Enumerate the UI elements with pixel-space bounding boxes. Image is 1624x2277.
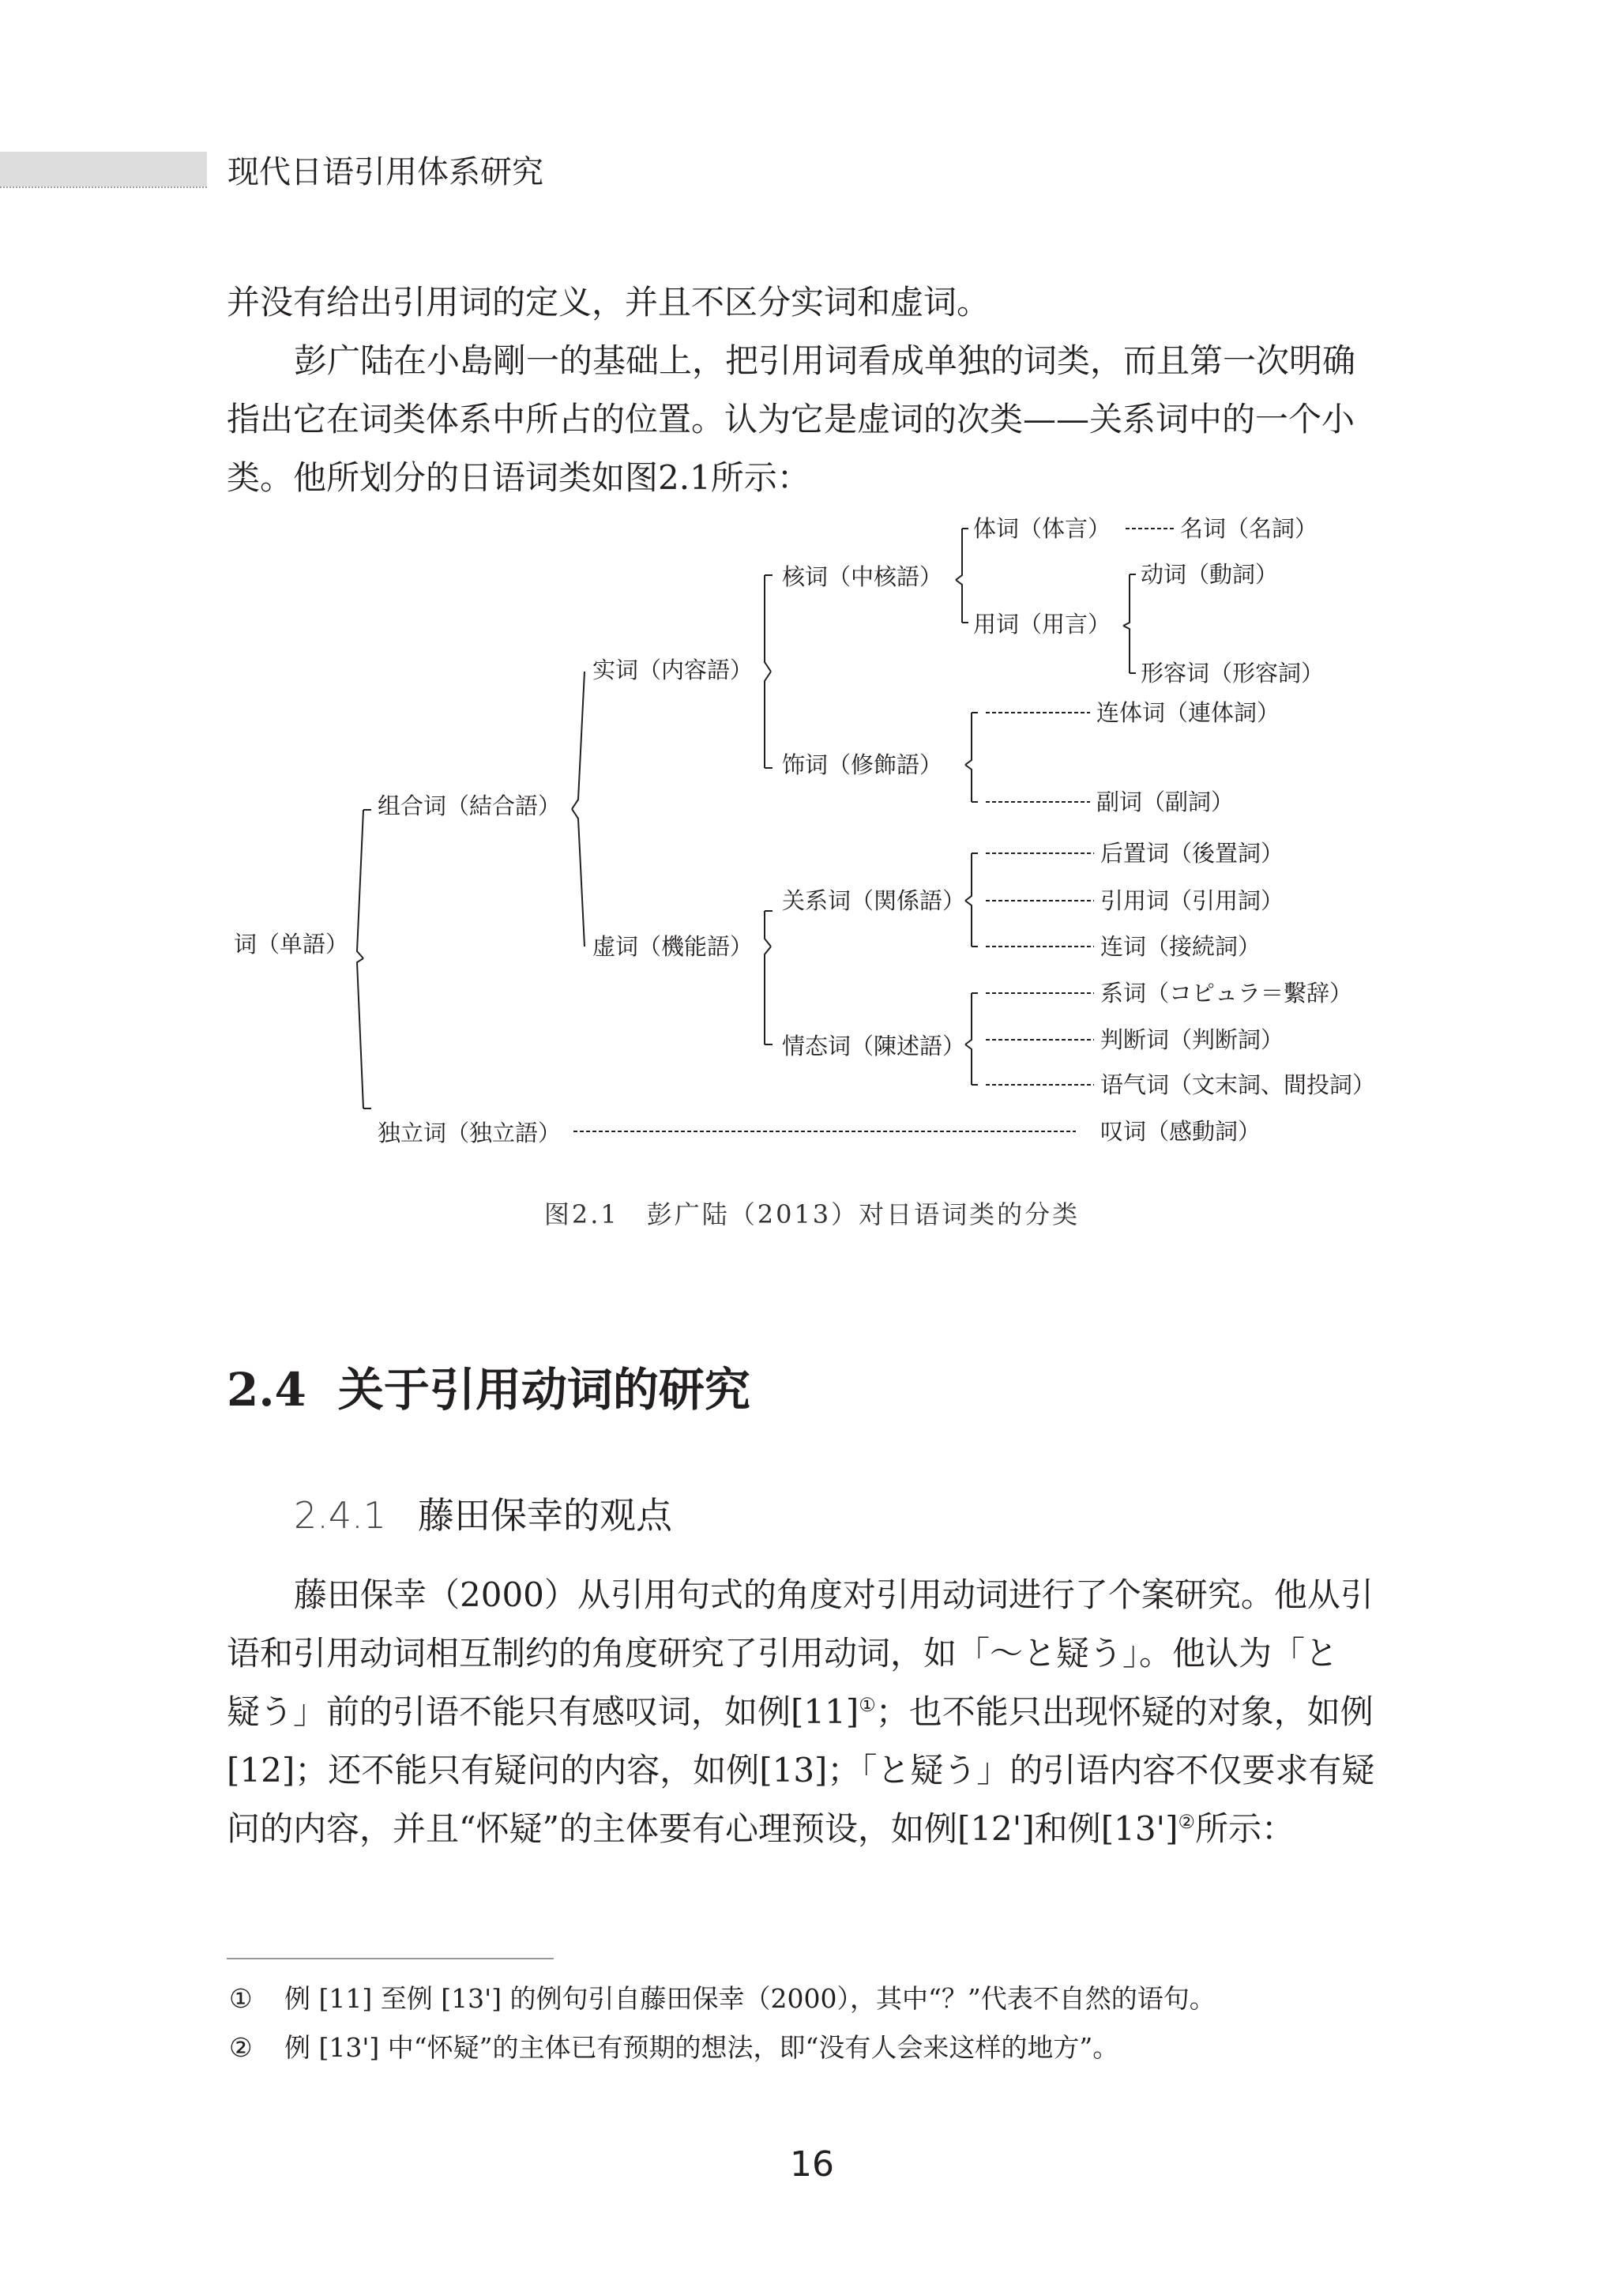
paragraph-line: 问的内容，并且“怀疑”的主体要有心理预设，如例[12']和例[13']②所示： — [227, 1809, 1295, 1848]
footnote-text: 例 [13'] 中“怀疑”的主体已有预期的想法，即“没有人会来这样的地方”。 — [284, 2032, 1119, 2063]
footnote-ref-2[interactable]: ② — [1178, 1811, 1195, 1833]
node-zuhe: 组合词（結合語） — [378, 792, 562, 819]
paragraph-line: [12]；还不能只有疑问的内容，如例[13]；「と疑う」的引语内容不仅要求有疑 — [227, 1751, 1375, 1790]
section-heading — [227, 1353, 750, 1419]
subsection-number: 2.4.1 — [294, 1494, 387, 1537]
leaf-mingci: 名词（名詞） — [1180, 515, 1318, 542]
paragraph-line: 并没有给出引用词的定义，并且不区分实词和虚词。 — [227, 283, 991, 322]
section-number: 2.4 — [227, 1363, 306, 1417]
node-guanxi: 关系词（関係語） — [782, 887, 966, 914]
leaf-xici: 系词（コピュラ＝繫辞） — [1100, 980, 1353, 1007]
running-header-title: 现代日语引用体系研究 — [227, 154, 543, 190]
paragraph-line: 类。他所划分的日语词类如图2.1所示： — [227, 458, 810, 497]
figure-caption: 图2.1 彭广陆（2013）对日语词类的分类 — [543, 1199, 1081, 1229]
leaf-tanci: 叹词（感動詞） — [1100, 1118, 1261, 1145]
leaf-yuqi: 语气词（文末詞、間投詞） — [1100, 1071, 1376, 1098]
leaf-liantici: 连体词（連体詞） — [1096, 699, 1280, 726]
node-heci: 核词（中核語） — [782, 563, 943, 590]
node-shici: 实词（内容語） — [592, 657, 754, 683]
node-xuci: 虚词（機能語） — [592, 933, 754, 960]
leaf-panduan: 判断词（判断詞） — [1100, 1026, 1284, 1053]
leaf-yinyong: 引用词（引用詞） — [1100, 887, 1284, 914]
leaf-houzhi: 后置词（後置詞） — [1100, 840, 1284, 867]
footnote-rule — [227, 1958, 554, 1959]
node-shici-modifier: 饰词（修飾語） — [782, 751, 943, 778]
subsection-heading — [294, 1487, 672, 1539]
paragraph-line: 语和引用动词相互制约的角度研究了引用动词，如「～と疑う」。他认为「と — [227, 1634, 1339, 1673]
paragraph-line: 藤田保幸（2000）从引用句式的角度对引用动词进行了个案研究。他从引 — [294, 1575, 1374, 1614]
leaf-dongci: 动词（動詞） — [1141, 561, 1279, 588]
footnote-text: 例 [11] 至例 [13'] 的例句引自藤田保幸（2000），其中“？”代表不自然的语句。 — [284, 1983, 1216, 2014]
leaf-lianci: 连词（接続詞） — [1100, 933, 1261, 960]
paragraph-line: 指出它在词类体系中所占的位置。认为它是虚词的次类——关系词中的一个小 — [227, 400, 1355, 438]
node-root: 词（单語） — [234, 931, 349, 958]
page-number: 16 — [790, 2144, 834, 2185]
node-tici: 体词（体言） — [973, 515, 1111, 542]
section-title-text: 关于引用动词的研究 — [337, 1363, 750, 1417]
footnote-mark: ① — [229, 1983, 253, 2014]
footnote-mark: ② — [229, 2032, 253, 2063]
footnote — [229, 2027, 1118, 2064]
footnote — [229, 1978, 1216, 2015]
paragraph-line: 彭广陆在小島剛一的基础上，把引用词看成单独的词类，而且第一次明确 — [294, 341, 1356, 380]
paragraph-line: 疑う」前的引语不能只有感叹词，如例[11]①；也不能只出现怀疑的对象，如例 — [227, 1692, 1374, 1731]
leaf-fuci: 副词（副詞） — [1096, 788, 1235, 815]
subsection-title-text: 藤田保幸的观点 — [418, 1494, 673, 1537]
node-duli: 独立词（独立語） — [378, 1120, 562, 1146]
node-qingtai: 情态词（陳述語） — [782, 1033, 966, 1059]
node-yongci: 用词（用言） — [973, 611, 1111, 638]
leaf-xingrong: 形容词（形容詞） — [1141, 660, 1325, 687]
footnote-ref-1[interactable]: ① — [859, 1694, 876, 1716]
